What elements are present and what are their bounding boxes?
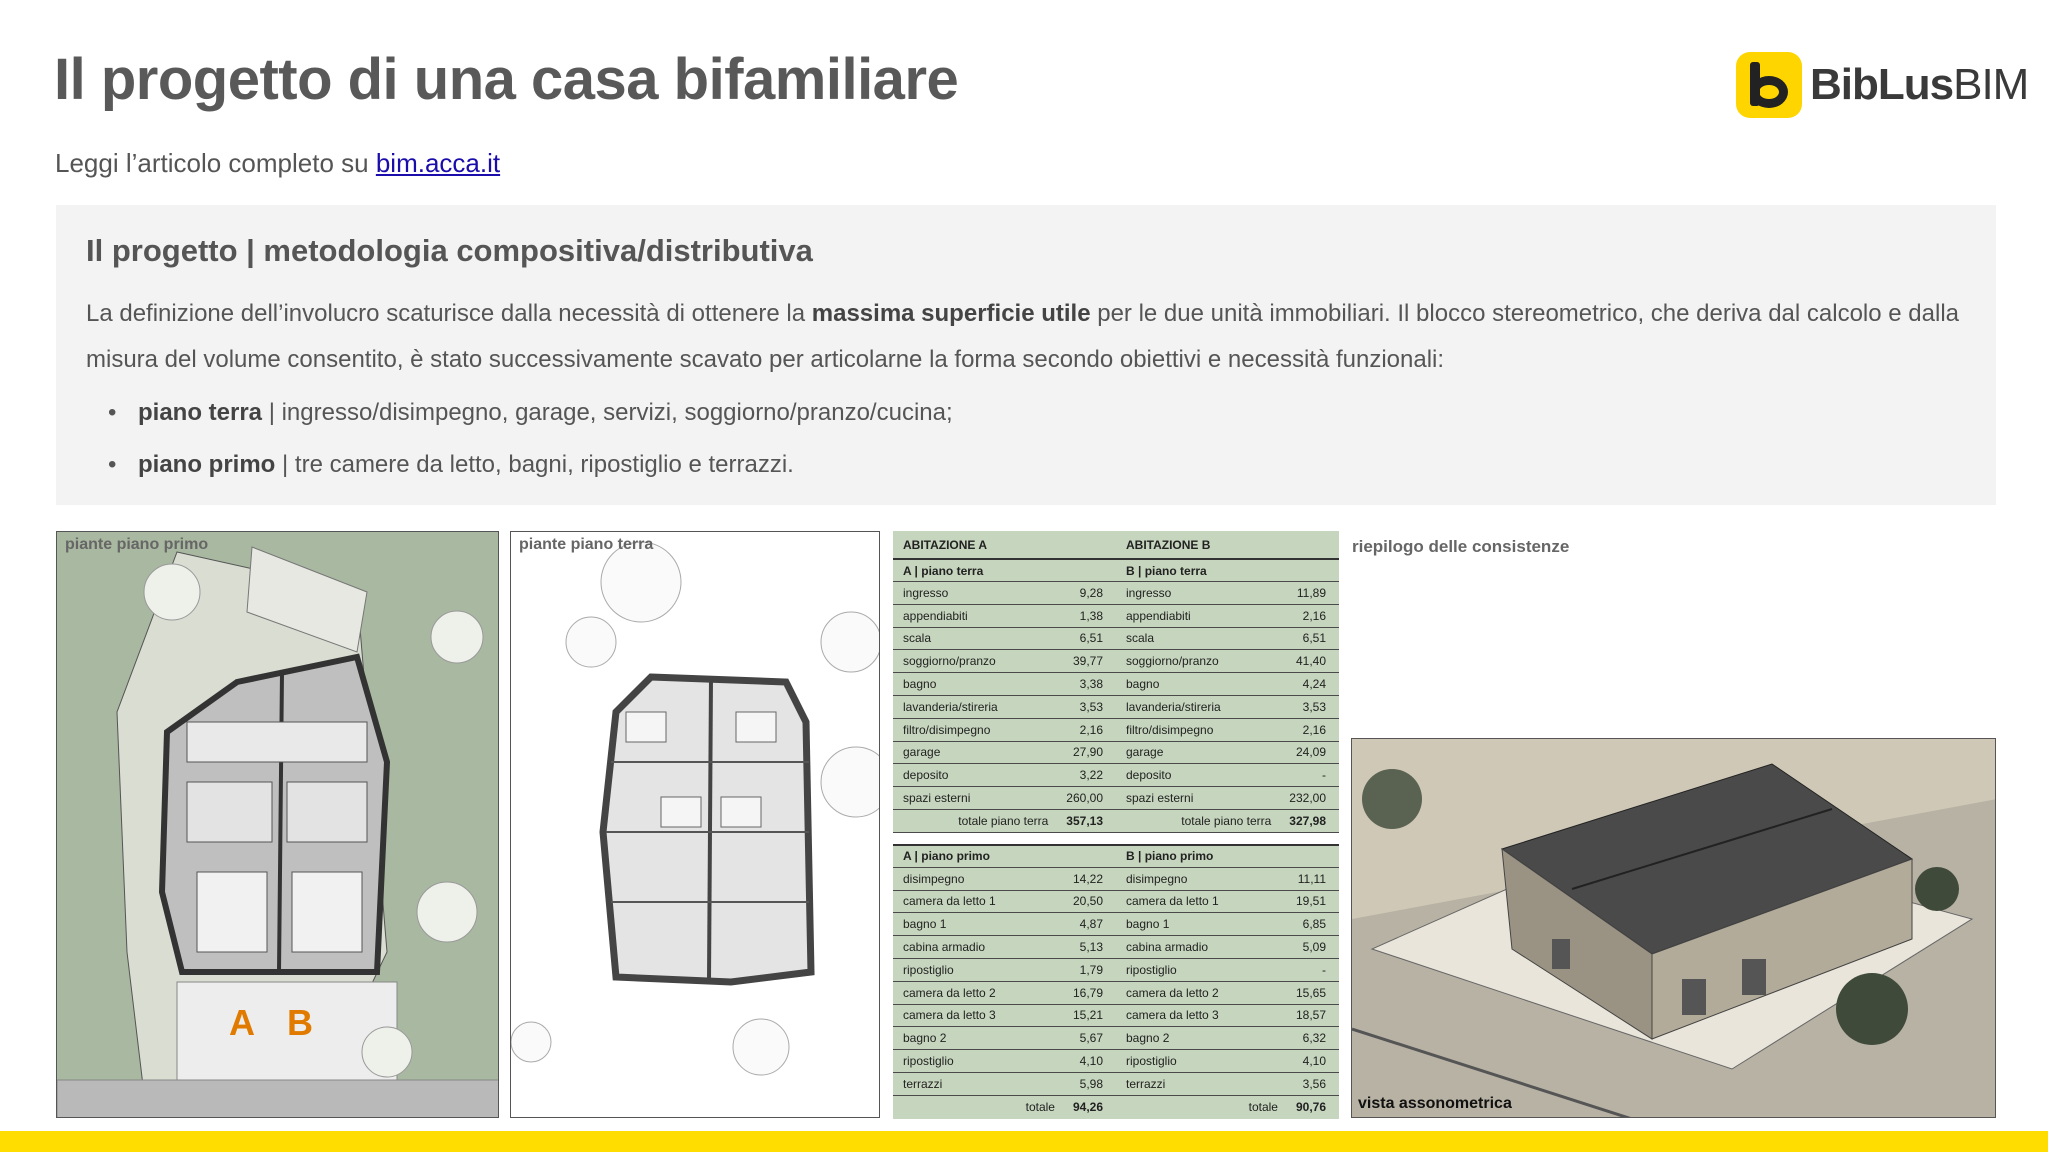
table-row: bagno 1 6,85: [1116, 913, 1339, 936]
panel-heading: Il progetto | metodologia compositiva/distributiva: [86, 233, 813, 268]
panel-paragraph: La definizione dell’involucro scaturisce dalla necessità di ottenere la massima superficie utile per le due unità immobiliari. Il blocco stereometrico, che deriva dal calcolo e dalla misura del volume consentito, è stato successivamente scavato per articolarne la forma secondo obiettivi e necessità funzionali:: [86, 300, 1959, 373]
table-row: soggiorno/pranzo 39,77: [893, 650, 1116, 673]
table-row: spazi esterni 232,00: [1116, 787, 1339, 810]
table-row: ripostiglio 1,79: [893, 959, 1116, 982]
description-panel: [56, 205, 1996, 505]
table-row: ripostiglio 4,10: [893, 1050, 1116, 1073]
subtitle-prefix: Leggi l’articolo completo su: [55, 148, 376, 178]
table-total-row: totale 90,76: [1248, 1100, 1326, 1115]
first-floor-label: piante piano primo: [65, 536, 209, 553]
logo-brand-light: BIM: [1953, 60, 2029, 109]
table-row: spazi esterni 260,00: [893, 787, 1116, 810]
first-floor-plan: [56, 531, 499, 1118]
article-link[interactable]: bim.acca.it: [375, 148, 501, 178]
table-row: ripostiglio -: [1116, 959, 1339, 982]
axonometric-drawing: [1352, 739, 1996, 1118]
table-row: disimpegno 11,11: [1116, 868, 1339, 891]
table-row: scala 6,51: [893, 628, 1116, 651]
table-row: appendiabiti 2,16: [1116, 605, 1339, 628]
bullet-item: • piano terra | ingresso/disimpegno, garage, servizi, soggiorno/pranzo/cucina;: [86, 387, 953, 439]
table-section-title: B | piano primo: [1116, 846, 1339, 868]
table-row: deposito -: [1116, 764, 1339, 787]
table-row: terrazzi 3,56: [1116, 1073, 1339, 1096]
table-row: garage 24,09: [1116, 742, 1339, 765]
table-row: bagno 1 4,87: [893, 913, 1116, 936]
table-row: appendiabiti 1,38: [893, 605, 1116, 628]
logo-brand-bold: BibLus: [1810, 60, 1954, 109]
table-row: camera da letto 1 19,51: [1116, 891, 1339, 914]
table-row: ripostiglio 4,10: [1116, 1050, 1339, 1073]
table-row: camera da letto 3 18,57: [1116, 1005, 1339, 1028]
table-row: lavanderia/stireria 3,53: [1116, 696, 1339, 719]
table-row: filtro/disimpegno 2,16: [1116, 719, 1339, 742]
table-row: camera da letto 2 15,65: [1116, 982, 1339, 1005]
table-spacer: [1116, 833, 1339, 846]
axonometric-view: [1351, 738, 1996, 1118]
unit-a-label: A: [229, 1002, 255, 1043]
table-total-row: totale 94,26: [1025, 1100, 1103, 1115]
unit-b-label: B: [287, 1002, 313, 1043]
footer-bar: [0, 1131, 2048, 1152]
table-row: disimpegno 14,22: [893, 868, 1116, 891]
ground-floor-plan-drawing: [511, 532, 880, 1118]
table-row: camera da letto 1 20,50: [893, 891, 1116, 914]
table-row: soggiorno/pranzo 41,40: [1116, 650, 1339, 673]
table-header: ABITAZIONE A: [893, 531, 1116, 560]
table-row: camera da letto 3 15,21: [893, 1005, 1116, 1028]
ground-floor-label: piante piano terra: [519, 536, 654, 553]
axonometric-label: vista assonometrica: [1358, 1095, 1512, 1112]
table-row: bagno 2 6,32: [1116, 1027, 1339, 1050]
first-floor-plan-drawing: [57, 532, 499, 1118]
table-header: ABITAZIONE B: [1116, 531, 1339, 560]
table-total-row: totale piano terra 357,13: [893, 810, 1116, 833]
ground-floor-plan: [510, 531, 880, 1118]
biblus-logo[interactable]: [1736, 52, 2028, 118]
table-row: terrazzi 5,98: [893, 1073, 1116, 1096]
table-section-title: A | piano primo: [893, 846, 1116, 868]
table-spacer: [893, 833, 1116, 846]
table-section-title: A | piano terra: [893, 560, 1116, 582]
biblus-b-icon: [1736, 52, 1802, 118]
page-title: Il progetto di una casa bifamiliare: [54, 47, 959, 112]
table-row: scala 6,51: [1116, 628, 1339, 651]
table-row: cabina armadio 5,13: [893, 936, 1116, 959]
table-row: ingresso 9,28: [893, 582, 1116, 605]
subtitle: [55, 148, 500, 179]
table-row: deposito 3,22: [893, 764, 1116, 787]
table-column-a: [893, 531, 1116, 1119]
summary-caption: riepilogo delle consistenze: [1352, 537, 1570, 556]
table-row: garage 27,90: [893, 742, 1116, 765]
table-row: bagno 2 5,67: [893, 1027, 1116, 1050]
table-column-b: [1116, 531, 1339, 1119]
table-row: bagno 3,38: [893, 673, 1116, 696]
table-row: filtro/disimpegno 2,16: [893, 719, 1116, 742]
table-row: lavanderia/stireria 3,53: [893, 696, 1116, 719]
table-section-title: B | piano terra: [1116, 560, 1339, 582]
bullet-item: • piano primo | tre camere da letto, bagni, ripostiglio e terrazzi.: [86, 439, 953, 491]
panel-bullets: [86, 387, 953, 491]
table-row: bagno 4,24: [1116, 673, 1339, 696]
areas-table: [893, 531, 1339, 1119]
table-total-row: totale piano terra 327,98: [1116, 810, 1339, 833]
table-row: ingresso 11,89: [1116, 582, 1339, 605]
table-row: cabina armadio 5,09: [1116, 936, 1339, 959]
table-row: camera da letto 2 16,79: [893, 982, 1116, 1005]
